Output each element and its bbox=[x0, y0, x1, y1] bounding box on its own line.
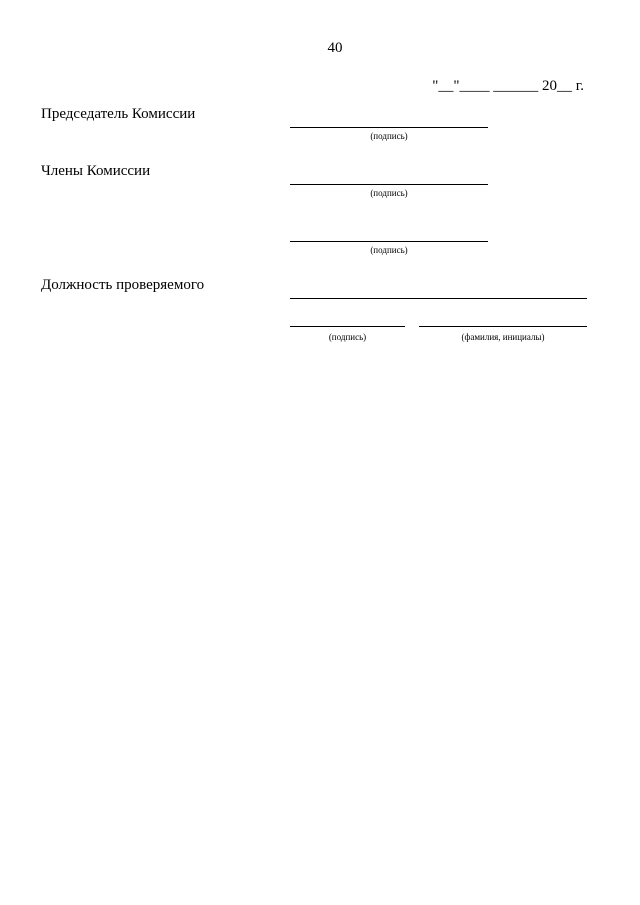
chairman-signature-caption: (подпись) bbox=[370, 131, 408, 141]
chairman-signature-line bbox=[290, 127, 488, 128]
inspected-signature-line bbox=[290, 326, 405, 327]
member-2-signature-caption: (подпись) bbox=[370, 245, 408, 255]
inspected-position-line bbox=[290, 298, 587, 299]
members-label: Члены Комиссии bbox=[41, 163, 151, 179]
member-1-signature-line bbox=[290, 184, 488, 185]
inspected-name-line bbox=[419, 326, 587, 327]
member-1-signature-caption: (подпись) bbox=[370, 188, 408, 198]
inspected-name-caption: (фамилия, инициалы) bbox=[461, 332, 545, 342]
member-2-signature-line bbox=[290, 241, 488, 242]
date-field: "__"____ ______ 20__ г. bbox=[432, 78, 584, 94]
chairman-label: Председатель Комиссии bbox=[41, 106, 196, 122]
inspected-signature-caption: (подпись) bbox=[328, 332, 367, 342]
page-number: 40 bbox=[327, 40, 343, 56]
inspected-label: Должность проверяемого bbox=[41, 277, 205, 293]
